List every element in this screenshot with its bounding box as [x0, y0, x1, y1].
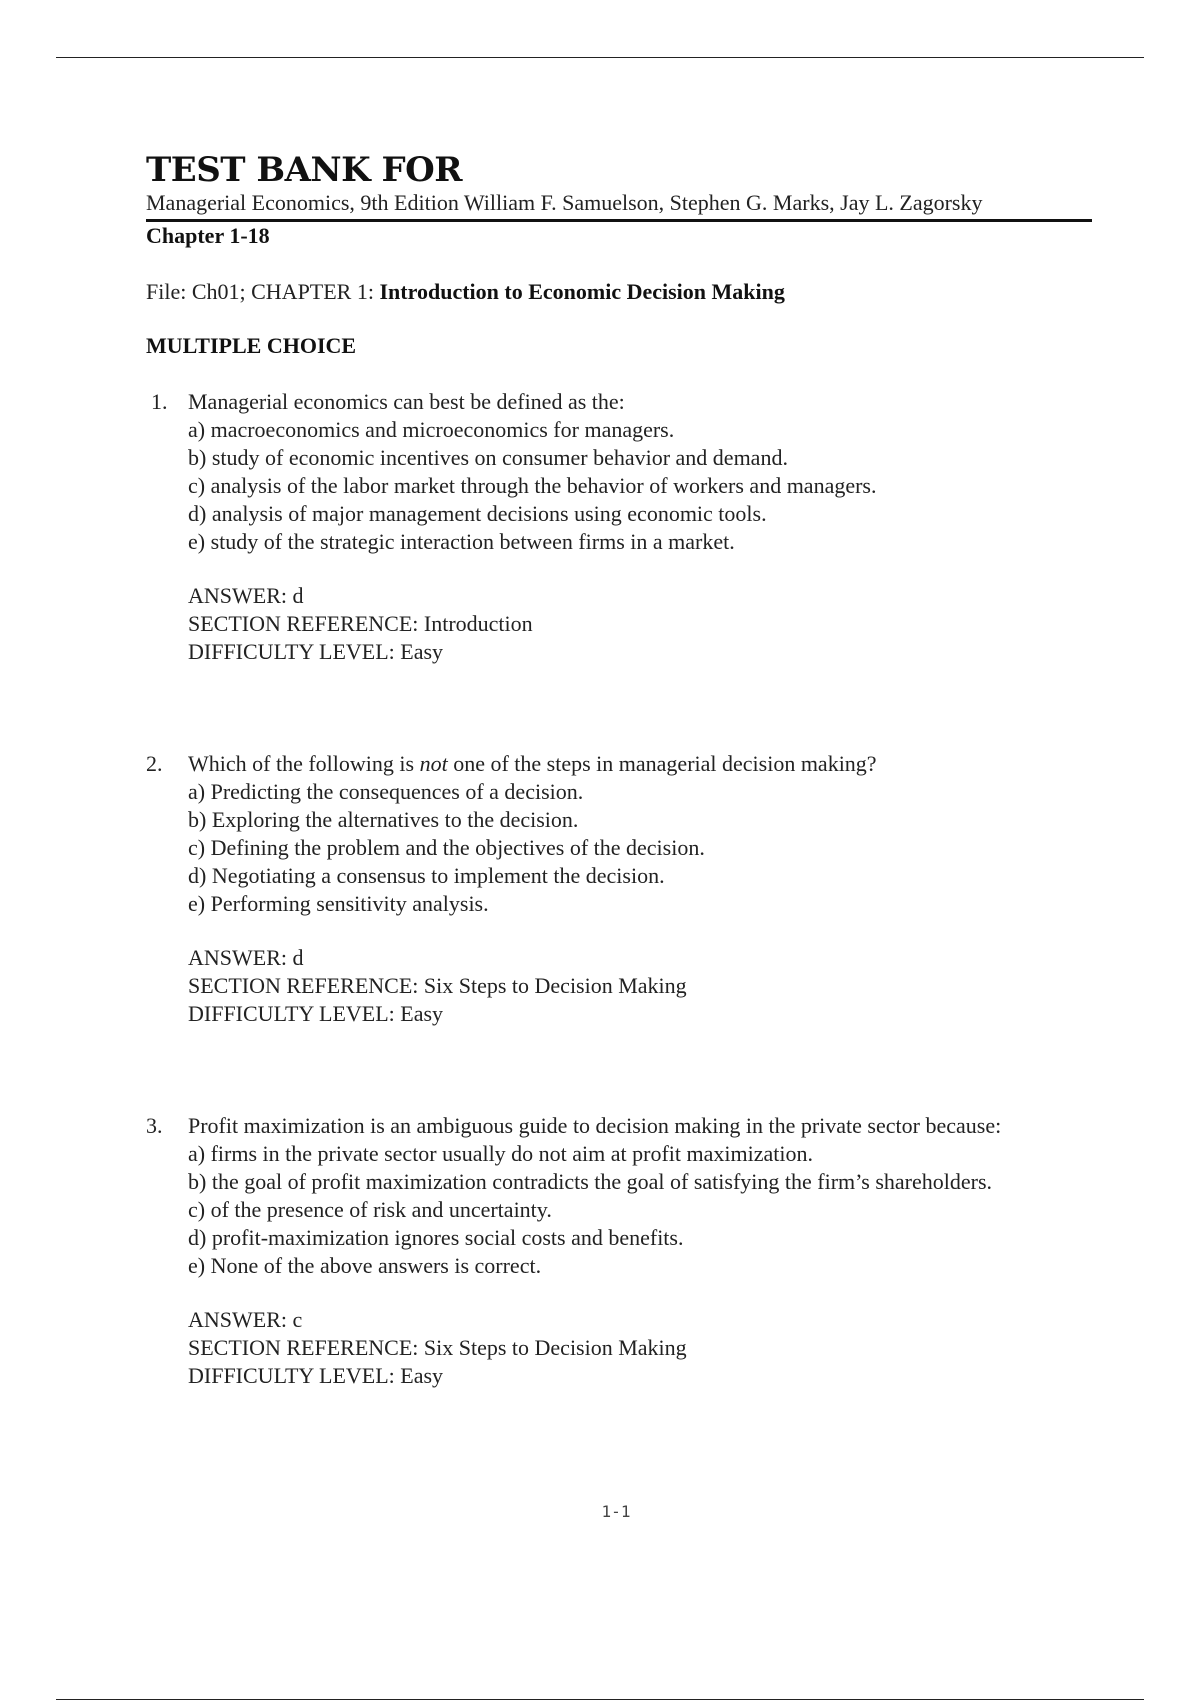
- document-title: TEST BANK FOR: [146, 150, 463, 190]
- question-text: Managerial economics can best be defined as the:: [188, 389, 625, 414]
- option-a: a) Predicting the consequences of a decision.: [188, 779, 584, 804]
- question-1: [146, 388, 1092, 666]
- option-b: b) study of economic incentives on consumer behavior and demand.: [188, 445, 788, 470]
- option-a: a) macroeconomics and microeconomics for managers.: [188, 417, 675, 442]
- chapter-title: Introduction to Economic Decision Making: [379, 279, 785, 304]
- question-text-after: one of the steps in managerial decision making?: [447, 751, 877, 776]
- option-e: e) study of the strategic interaction between firms in a market.: [188, 529, 735, 554]
- question-text: Profit maximization is an ambiguous guide to decision making in the private sector because:: [188, 1113, 1002, 1138]
- question-number: 3.: [146, 1113, 163, 1138]
- option-c: c) analysis of the labor market through the behavior of workers and managers.: [188, 473, 877, 498]
- answer: ANSWER: c: [188, 1307, 303, 1332]
- option-d: d) analysis of major management decisions using economic tools.: [188, 501, 767, 526]
- option-b: b) the goal of profit maximization contradicts the goal of satisfying the firm’s shareholders.: [188, 1169, 993, 1194]
- option-d: d) profit-maximization ignores social costs and benefits.: [188, 1225, 684, 1250]
- question-number: 1.: [151, 389, 168, 414]
- top-page-rule: [56, 57, 1144, 58]
- file-prefix: File: Ch01; CHAPTER 1:: [146, 279, 380, 304]
- question-list: [146, 388, 1092, 1390]
- section-reference: SECTION REFERENCE: Introduction: [188, 611, 533, 636]
- option-a: a) firms in the private sector usually do not aim at profit maximization.: [188, 1141, 814, 1166]
- question-text: [188, 750, 1092, 778]
- document-body: [146, 150, 1092, 1390]
- chapter-range: Chapter 1-18: [146, 223, 270, 248]
- page-number: 1-1: [601, 1502, 631, 1521]
- answer: ANSWER: d: [188, 583, 304, 608]
- option-b: b) Exploring the alternatives to the decision.: [188, 807, 579, 832]
- book-citation: Managerial Economics, 9th Edition William F. Samuelson, Stephen G. Marks, Jay L. Zagorsky: [146, 190, 983, 215]
- option-e: e) Performing sensitivity analysis.: [188, 891, 489, 916]
- difficulty-level: DIFFICULTY LEVEL: Easy: [188, 1363, 444, 1388]
- difficulty-level: DIFFICULTY LEVEL: Easy: [188, 639, 444, 664]
- answer-block: [188, 944, 1092, 1028]
- answer-block: [188, 1306, 1092, 1390]
- section-reference: SECTION REFERENCE: Six Steps to Decision Making: [188, 973, 687, 998]
- section-heading: MULTIPLE CHOICE: [146, 333, 357, 358]
- option-d: d) Negotiating a consensus to implement the decision.: [188, 863, 665, 888]
- option-e: e) None of the above answers is correct.: [188, 1253, 542, 1278]
- option-c: c) of the presence of risk and uncertainty.: [188, 1197, 552, 1222]
- section-reference: SECTION REFERENCE: Six Steps to Decision Making: [188, 1335, 687, 1360]
- question-text-emphasis: not: [419, 751, 448, 776]
- answer: ANSWER: d: [188, 945, 304, 970]
- title-divider: [146, 219, 1092, 222]
- option-c: c) Defining the problem and the objectives of the decision.: [188, 835, 705, 860]
- question-number: 2.: [146, 751, 163, 776]
- question-3: [146, 1112, 1092, 1390]
- question-2: [146, 750, 1092, 1028]
- answer-block: [188, 582, 1092, 666]
- question-text-before: Which of the following is: [188, 751, 420, 776]
- file-chapter-line: [146, 279, 1092, 305]
- difficulty-level: DIFFICULTY LEVEL: Easy: [188, 1001, 444, 1026]
